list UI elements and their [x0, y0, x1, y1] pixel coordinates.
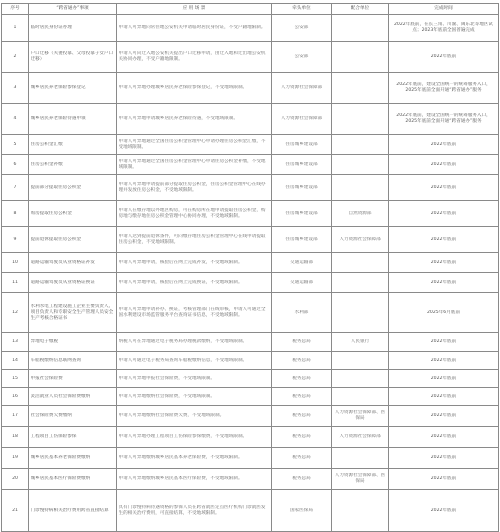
row-item-text: 城乡居民基本养老保险费缴纳: [30, 455, 91, 460]
row-item-text: 车船税缴纳信息联网查询: [30, 357, 82, 363]
row-item: [29, 406, 117, 427]
row-coop-unit: [332, 293, 389, 333]
table-row: [2, 427, 499, 448]
row-deadline-text: 2022年底前: [430, 279, 457, 285]
row-number: [2, 293, 29, 333]
row-description-text: 申请人可异地缴纳社会保险费，不受地域限制。: [118, 393, 215, 399]
row-coop-unit: [332, 370, 389, 388]
row-number-text: 12: [12, 309, 18, 315]
row-description-text: 申请人在缴存地以外地区购房，可在购房所在地申请提取住房公积金，购房地与缴存地住房公积金管理中心协同办理，不受地域限制。: [118, 207, 266, 219]
row-coop-unit: [332, 406, 389, 427]
row-lead-unit-text: 税务总局: [292, 413, 311, 418]
row-description-text: 申请人可异地申报社会保险费，不受地域限制。: [118, 375, 215, 381]
row-description-text: 申请人可异地办理城乡居民养老保险参保登记，不受地域限制。: [118, 85, 248, 90]
row-lead-unit-text: 国家医保局: [290, 507, 313, 513]
table-row: [2, 73, 499, 104]
header-time: 完成时间: [389, 4, 499, 15]
row-description-text: 具有门诊慢特病待遇资格的参保人员在跨省就医定点医疗机构门诊就医发生的相关治疗费用，可直接结算，不受地域限制。: [118, 504, 266, 516]
row-number-text: 21: [12, 507, 18, 513]
row-number-text: 19: [12, 455, 18, 460]
row-item: [29, 448, 117, 469]
row-deadline-text: 2022年底前: [430, 455, 457, 460]
row-description-text: 申请人可异地申请，核验后在网上完成补发，不受地域限制。: [118, 259, 243, 265]
row-lead-unit: [272, 370, 332, 388]
row-deadline-text: 2022年底前: [430, 259, 457, 265]
row-description: [117, 175, 272, 201]
row-deadline: [389, 227, 499, 253]
row-lead-unit: [272, 388, 332, 406]
row-lead-unit-text: 公安部: [294, 25, 309, 30]
row-item-text: 提前部分提取住房公积金: [30, 184, 82, 190]
row-item-text: 购房提取住房公积金: [30, 210, 72, 216]
row-deadline-text: 2022年底前: [430, 54, 457, 59]
row-number: [2, 155, 29, 175]
row-description: [117, 201, 272, 227]
row-item: [29, 427, 117, 448]
row-deadline: [389, 293, 499, 333]
row-deadline: [389, 73, 499, 104]
row-number: [2, 227, 29, 253]
row-number: [2, 175, 29, 201]
row-number: [2, 73, 29, 104]
row-description: [117, 253, 272, 273]
row-item-text: 异地电子缴税: [30, 339, 59, 344]
row-item-text: 门诊慢特病相关治疗费用跨省直接结算: [30, 507, 109, 513]
row-item: [29, 42, 117, 73]
row-deadline-text: 2022年底前: [430, 161, 457, 167]
row-number: [2, 15, 29, 42]
row-description-text: 申请人可异地缴纳城乡居民基本养老保险费，不受地域限制。: [118, 455, 243, 460]
header-no: 序号: [2, 4, 29, 15]
row-deadline: [389, 469, 499, 490]
row-coop-unit-text: 自然资源部: [348, 210, 372, 216]
row-lead-unit: [272, 15, 332, 42]
row-lead-unit: [272, 490, 332, 532]
table-row: [2, 135, 499, 155]
row-description: [117, 388, 272, 406]
row-lead-unit-text: 税务总局: [292, 339, 311, 344]
row-item: [29, 388, 117, 406]
row-deadline-text: 2022年底前: [430, 413, 457, 418]
row-number-text: 2: [13, 54, 17, 59]
row-number: [2, 388, 29, 406]
row-item-text: 工程项目工伤保险参保: [30, 434, 77, 439]
row-item-text: 申报社会保险费: [30, 375, 63, 381]
row-lead-unit-text: 公安部: [294, 54, 309, 59]
row-number-text: 20: [12, 476, 18, 481]
row-coop-unit: [332, 469, 389, 490]
row-lead-unit-text: 住房城乡建设部: [285, 141, 318, 147]
row-deadline: [389, 406, 499, 427]
row-deadline-text: 2022年底前: [430, 210, 457, 216]
row-deadline: [389, 155, 499, 175]
table-row: [2, 333, 499, 352]
table-row: [2, 253, 499, 273]
row-description-text: 申请人可异地申请城乡居民养老保险待遇，不受地域限制。: [118, 116, 238, 121]
row-description: [117, 104, 272, 135]
row-number-text: 13: [12, 339, 18, 344]
row-coop-unit: [332, 427, 389, 448]
row-coop-unit: [332, 201, 389, 227]
row-number-text: 3: [13, 85, 17, 90]
row-description: [117, 352, 272, 370]
row-deadline: [389, 15, 499, 42]
row-deadline: [389, 333, 499, 352]
row-item: [29, 227, 117, 253]
row-item-text: 住房公积金汇缴: [30, 141, 63, 147]
row-deadline: [389, 253, 499, 273]
row-deadline-text: 2025年6月底前: [427, 309, 460, 315]
row-lead-unit-text: 交通运输部: [290, 279, 313, 285]
row-coop-unit: [332, 352, 389, 370]
row-item: [29, 370, 117, 388]
row-deadline-text: 2022年底前: [430, 507, 457, 513]
row-description: [117, 490, 272, 532]
row-description-text: 申请人可向迁入地公安机关提出户口迁移申请，由迁入地和迁出地公安机关协同办理，不受户籍地限制。: [118, 51, 266, 62]
row-item-text: 提前退休提取住房公积金: [30, 236, 82, 242]
row-description: [117, 155, 272, 175]
row-deadline-text: 2022年底前: [430, 434, 457, 439]
row-lead-unit: [272, 42, 332, 73]
row-lead-unit: [272, 104, 332, 135]
row-description: [117, 333, 272, 352]
row-coop-unit: [332, 227, 389, 253]
row-number-text: 4: [13, 116, 17, 121]
row-deadline-text: 2022年底前: [430, 357, 457, 363]
row-lead-unit: [272, 469, 332, 490]
row-item-text: 社会保险费欠费缴纳: [30, 413, 72, 418]
row-number: [2, 469, 29, 490]
row-number-text: 1: [13, 25, 17, 30]
row-coop-unit: [332, 135, 389, 155]
row-description: [117, 42, 272, 73]
row-item-text: 临时居民身份证办理: [30, 25, 72, 30]
row-number-text: 8: [13, 210, 17, 216]
row-coop-unit-text: 人力资源社会保障部、医保局: [334, 410, 386, 421]
row-lead-unit: [272, 201, 332, 227]
row-coop-unit: [332, 175, 389, 201]
row-deadline: [389, 175, 499, 201]
row-lead-unit: [272, 135, 332, 155]
row-item: [29, 253, 117, 273]
header-desc: 应 用 场 景: [117, 4, 272, 15]
row-lead-unit-text: 税务总局: [292, 476, 311, 481]
row-description-text: 纳税人可在异地通过电子税务局办理税款缴纳，不受地域限制。: [118, 339, 248, 344]
row-item-text: 住房公积金补缴: [30, 161, 63, 167]
row-deadline: [389, 448, 499, 469]
row-lead-unit-text: 住房城乡建设部: [285, 210, 318, 216]
row-number: [2, 253, 29, 273]
table-row: [2, 155, 499, 175]
row-lead-unit: [272, 293, 332, 333]
row-coop-unit: [332, 490, 389, 532]
row-number: [2, 201, 29, 227]
row-deadline: [389, 490, 499, 532]
row-description: [117, 273, 272, 293]
row-item-text: 灵活就业人员社会保险费缴纳: [30, 393, 91, 399]
row-description: [117, 427, 272, 448]
row-number: [2, 427, 29, 448]
row-number: [2, 135, 29, 155]
row-number-text: 6: [13, 161, 17, 167]
row-item: [29, 73, 117, 104]
table-header-row: [2, 4, 499, 15]
table-row: [2, 175, 499, 201]
table-row: [2, 352, 499, 370]
row-description-text: 申请人可异地申请补办、换证，考核管理部门在线审核，申请人可通过全国水利建设市场监管服务平台查询证书信息，不受地域限制。: [118, 306, 266, 318]
row-description-text: 申请人可通过电子税务局查询车船税缴纳信息，不受地域限制。: [118, 357, 248, 363]
row-coop-unit: [332, 155, 389, 175]
row-coop-unit: [332, 104, 389, 135]
row-item-text: 城乡居民养老保险待遇申领: [30, 116, 86, 121]
row-description-text: 申请人可异地缴纳城乡居民基本医疗保险费，不受地域限制。: [118, 476, 243, 481]
row-lead-unit-text: 水利部: [294, 309, 309, 315]
row-lead-unit-text: 人力资源社会保障部: [280, 85, 323, 90]
row-deadline: [389, 273, 499, 293]
row-description-text: 申请人可异地申请，核验后在网上完成换证，不受地域限制。: [118, 279, 243, 285]
row-item: [29, 293, 117, 333]
row-description: [117, 293, 272, 333]
row-description: [117, 135, 272, 155]
row-deadline-text: 2022年底前，建设全国统一的统筹服务入口，2025年底前全面开通“跨省通办”服务: [396, 82, 491, 93]
row-description: [117, 406, 272, 427]
row-description-text: 申请人可异地通过全国住房公积金管理中心申请办理住房公积金汇缴，不受地域限制。: [118, 138, 266, 150]
row-lead-unit: [272, 333, 332, 352]
row-number: [2, 104, 29, 135]
row-deadline: [389, 370, 499, 388]
row-description-text: 申请人可异地缴纳社会保险费欠费，不受地域限制。: [118, 413, 225, 418]
row-number-text: 16: [12, 393, 18, 399]
row-lead-unit: [272, 273, 332, 293]
row-lead-unit: [272, 155, 332, 175]
row-item-text: 道路运输驾驶员从业资格证换证: [30, 279, 95, 285]
row-lead-unit: [272, 406, 332, 427]
row-lead-unit-text: 住房城乡建设部: [285, 236, 318, 242]
row-number-text: 5: [13, 141, 17, 147]
row-coop-unit-text: 人力资源社会保障部: [339, 434, 381, 439]
row-description-text: 申请人可异地通过全国住房公积金管理中心申请住房公积金补缴，不受地域限制。: [118, 158, 266, 170]
table-row: [2, 42, 499, 73]
row-deadline-text: 2022年底前: [430, 393, 457, 399]
table-row: [2, 448, 499, 469]
row-number-text: 14: [12, 357, 18, 363]
row-lead-unit: [272, 227, 332, 253]
row-number: [2, 42, 29, 73]
row-item-text: 水利水电工程建设施工企业主要负责人、项目负责人和专职安全生产管理人员安全生产考核合格证书: [30, 303, 114, 321]
row-number-text: 18: [12, 434, 18, 439]
row-description: [117, 15, 272, 42]
row-number: [2, 333, 29, 352]
row-item-text: 户口迁移（夫妻投靠、父母投靠子女户口迁移）: [30, 51, 114, 62]
table-row: [2, 227, 499, 253]
table-row: [2, 469, 499, 490]
row-lead-unit: [272, 427, 332, 448]
row-deadline: [389, 201, 499, 227]
row-lead-unit: [272, 352, 332, 370]
table-row: [2, 15, 499, 42]
table-row: [2, 201, 499, 227]
row-deadline: [389, 427, 499, 448]
row-lead-unit: [272, 448, 332, 469]
row-coop-unit-text: 人民银行: [350, 339, 370, 344]
row-item-text: 城乡居民养老保险参保登记: [30, 85, 86, 90]
row-number: [2, 406, 29, 427]
row-coop-unit: [332, 73, 389, 104]
row-item-text: 城乡居民基本医疗保险费缴纳: [30, 476, 91, 481]
table-row: [2, 370, 499, 388]
row-number: [2, 490, 29, 532]
row-lead-unit-text: 税务总局: [292, 434, 311, 439]
row-coop-unit-text: 人力资源社会保障部: [339, 236, 381, 242]
row-coop-unit: [332, 273, 389, 293]
row-number-text: 11: [12, 279, 18, 285]
row-item: [29, 135, 117, 155]
row-description: [117, 448, 272, 469]
row-item: [29, 469, 117, 490]
header-item: “跨省通办”事项: [29, 4, 117, 15]
row-description: [117, 73, 272, 104]
row-coop-unit: [332, 15, 389, 42]
row-deadline: [389, 104, 499, 135]
row-item: [29, 15, 117, 42]
row-number-text: 9: [13, 236, 17, 242]
row-number-text: 10: [12, 259, 18, 265]
row-number: [2, 352, 29, 370]
row-lead-unit-text: 住房城乡建设部: [285, 161, 318, 167]
row-number: [2, 370, 29, 388]
row-item: [29, 175, 117, 201]
row-deadline-text: 2022年底前，建设全国统一的统筹服务入口，2025年底前全面开通“跨省通办”服务: [396, 113, 491, 124]
row-description-text: 申请人可异地向常住地公安机关申请临时居民身份证，不受户籍地限制。: [118, 25, 266, 30]
row-description: [117, 370, 272, 388]
row-deadline-text: 2022年底前: [430, 339, 457, 344]
row-item: [29, 104, 117, 135]
table-row: [2, 273, 499, 293]
row-lead-unit: [272, 175, 332, 201]
row-item: [29, 333, 117, 352]
row-deadline-text: 2022年底前: [430, 476, 457, 481]
row-description-text: 申请人可异地申请提前部分提取住房公积金，住房公积金管理中心在线办理并发放住房公积金，不受地域限制。: [118, 181, 266, 193]
table-row: [2, 293, 499, 333]
table-row: [2, 104, 499, 135]
row-deadline: [389, 352, 499, 370]
row-deadline-text: 2022年底前: [430, 375, 457, 381]
row-lead-unit-text: 交通运输部: [290, 259, 313, 265]
row-deadline-text: 2022年底前，在长三角、川渝、闽东北等地区试点；2023年底前全国普遍完成: [394, 22, 493, 33]
row-description-text: 申请人达到提前退休条件，可向缴存地住房公积金管理中心在线申请提取住房公积金，不受地域限制。: [118, 233, 266, 245]
row-deadline: [389, 42, 499, 73]
row-number-text: 17: [12, 413, 18, 418]
row-description: [117, 227, 272, 253]
row-lead-unit-text: 税务总局: [292, 455, 311, 460]
row-coop-unit: [332, 333, 389, 352]
services-table: [1, 3, 499, 532]
row-lead-unit-text: 住房城乡建设部: [285, 184, 318, 190]
row-description: [117, 469, 272, 490]
row-number: [2, 273, 29, 293]
table-row: [2, 406, 499, 427]
table-row: [2, 388, 499, 406]
row-item: [29, 273, 117, 293]
row-deadline-text: 2022年底前: [430, 236, 457, 242]
table-body: [2, 15, 499, 532]
row-lead-unit-text: 税务总局: [292, 393, 311, 399]
row-item: [29, 490, 117, 532]
row-lead-unit-text: 税务总局: [292, 375, 311, 381]
row-lead-unit-text: 税务总局: [292, 357, 311, 363]
row-lead-unit: [272, 253, 332, 273]
row-coop-unit: [332, 42, 389, 73]
row-item: [29, 201, 117, 227]
row-coop-unit: [332, 388, 389, 406]
header-coop: 配合单位: [332, 4, 389, 15]
row-number-text: 15: [12, 375, 18, 381]
row-number-text: 7: [13, 184, 17, 190]
row-coop-unit: [332, 253, 389, 273]
row-deadline: [389, 135, 499, 155]
row-deadline-text: 2022年底前: [430, 184, 457, 190]
row-lead-unit: [272, 73, 332, 104]
row-lead-unit-text: 人力资源社会保障部: [280, 116, 323, 121]
header-lead: 牵头单位: [272, 4, 332, 15]
row-description-text: 申请人可异地办理工程项目工伤保险参保缴费，不受地域限制。: [118, 434, 248, 439]
row-item: [29, 352, 117, 370]
row-coop-unit-text: 人力资源社会保障部、医保局: [334, 473, 386, 484]
row-item-text: 道路运输驾驶员从业资格证补发: [30, 259, 95, 265]
row-deadline-text: 2022年底前: [430, 141, 457, 147]
row-item: [29, 155, 117, 175]
row-coop-unit: [332, 448, 389, 469]
table-row: [2, 490, 499, 532]
row-deadline: [389, 388, 499, 406]
row-number: [2, 448, 29, 469]
